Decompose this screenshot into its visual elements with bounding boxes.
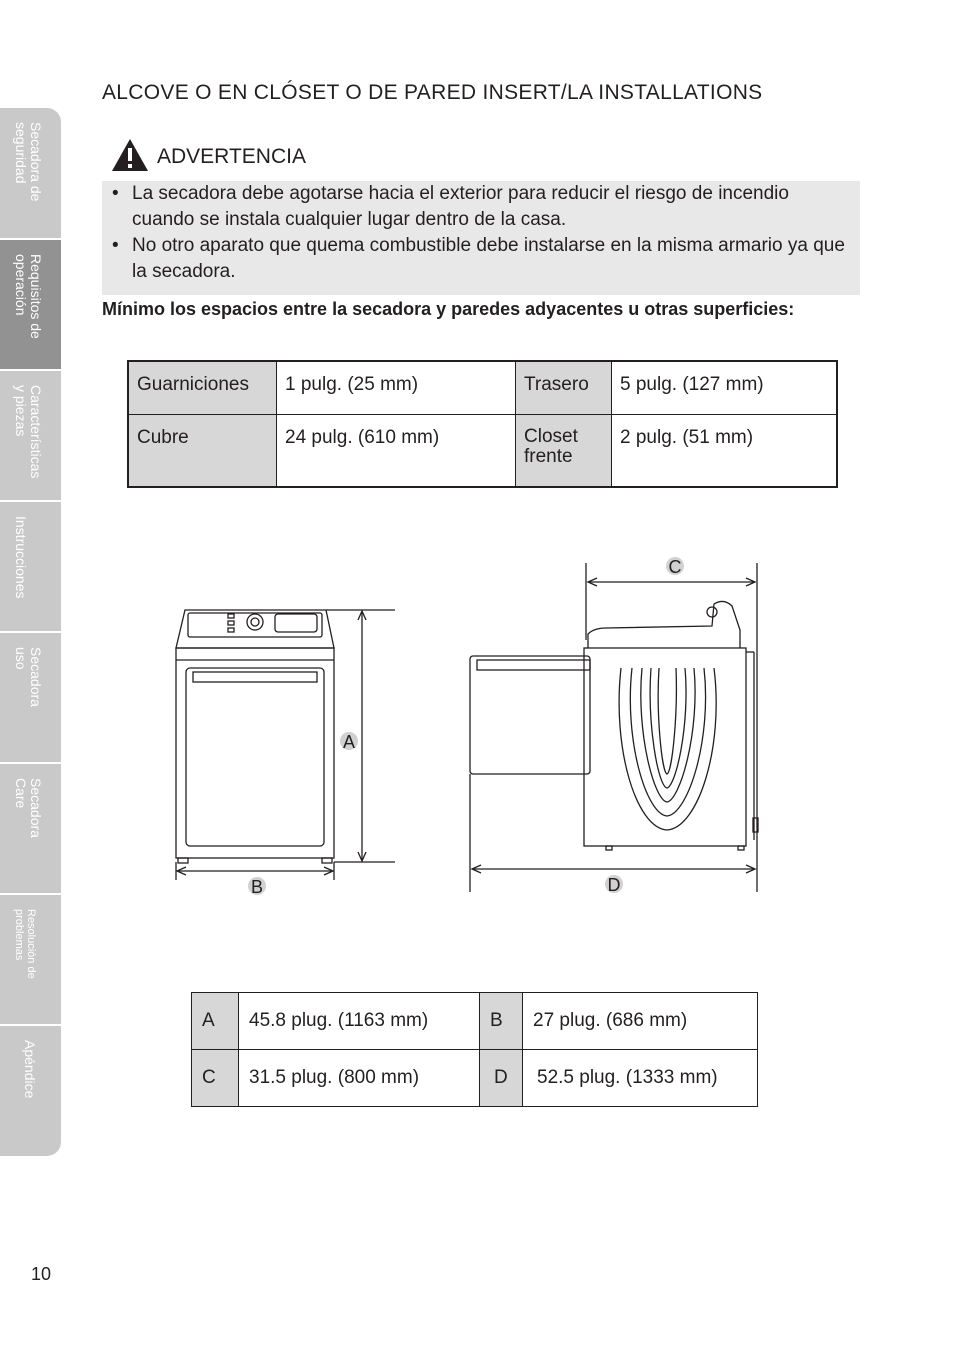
table-cell: 27 plug. (686 mm)	[523, 993, 758, 1050]
table-cell: 24 pulg. (610 mm)	[277, 414, 516, 487]
table-cell: A	[192, 993, 239, 1050]
tab-caracteristicas[interactable]	[0, 371, 61, 502]
table-cell: 45.8 plug. (1163 mm)	[239, 993, 480, 1050]
table-cell: Trasero	[516, 361, 612, 414]
tab-requisitos[interactable]	[0, 240, 61, 371]
table-row	[192, 1050, 758, 1107]
table-cell: Guarniciones	[128, 361, 277, 414]
dimensions-table	[191, 992, 758, 1107]
dryer-front-view	[176, 610, 334, 863]
clearance-heading: Mínimo los espacios entre la secadora y paredes adyacentes u otras superficies:	[102, 299, 795, 319]
page-number: 10	[31, 1264, 52, 1284]
warning-icon	[110, 137, 150, 173]
tab-apendice[interactable]	[0, 1026, 61, 1156]
tab-resolucion[interactable]	[0, 895, 61, 1026]
table-row	[192, 993, 758, 1050]
table-cell: 52.5 plug. (1333 mm)	[523, 1050, 758, 1107]
sidebar-nav	[0, 108, 61, 1156]
table-cell: Cubre	[128, 414, 277, 487]
callout-b	[248, 877, 266, 897]
tab-care[interactable]	[0, 764, 61, 895]
tab-label: Secadora de seguridad	[13, 122, 44, 202]
label-c: C	[668, 557, 682, 577]
tab-label: Resolución de problemas	[13, 909, 37, 979]
page-title: ALCOVE O EN CLÓSET O DE PARED INSERT/LA INSTALLATIONS	[102, 81, 763, 104]
bullet-dot: •	[112, 183, 119, 204]
table-cell: C	[192, 1050, 239, 1107]
table-row	[128, 414, 837, 487]
label-b: B	[250, 877, 264, 897]
table-cell: D	[480, 1050, 523, 1107]
table-cell: 2 pulg. (51 mm)	[612, 414, 838, 487]
table-cell: B	[480, 993, 523, 1050]
clearance-table	[127, 360, 838, 488]
callout-a	[340, 732, 358, 752]
warning-bullet-text: La secadora debe agotarse hacia el exterior para reducir el riesgo de incendio cuando se instala cualquier lugar dentro de la casa.	[132, 183, 789, 230]
warning-title: ADVERTENCIA	[157, 145, 306, 168]
warning-bullet-text: No otro aparato que quema combustible debe instalarse en la misma armario ya que la secadora.	[132, 235, 845, 282]
label-d: D	[607, 875, 621, 895]
tab-instrucciones[interactable]	[0, 502, 61, 633]
tab-label: Características y piezas	[13, 385, 44, 479]
tab-label: Instrucciones	[13, 516, 29, 599]
bullet-dot: •	[112, 235, 119, 256]
callout-c	[666, 557, 684, 577]
table-cell: 5 pulg. (127 mm)	[612, 361, 838, 414]
dryer-dimension-diagram	[160, 555, 780, 905]
tab-label: Apéndice	[22, 1040, 38, 1099]
tab-uso[interactable]	[0, 633, 61, 764]
callout-d	[605, 875, 623, 895]
table-cell: Closet frente	[516, 414, 612, 487]
tab-label: Secadora Care	[13, 778, 44, 838]
label-a: A	[342, 732, 356, 752]
tab-seguridad[interactable]	[0, 108, 61, 240]
table-cell: 31.5 plug. (800 mm)	[239, 1050, 480, 1107]
dryer-side-view	[470, 601, 758, 850]
table-row	[128, 361, 837, 414]
table-cell: 1 pulg. (25 mm)	[277, 361, 516, 414]
tab-label: Secadora uso	[13, 647, 44, 707]
tab-label: Requisitos de operación	[13, 254, 44, 339]
